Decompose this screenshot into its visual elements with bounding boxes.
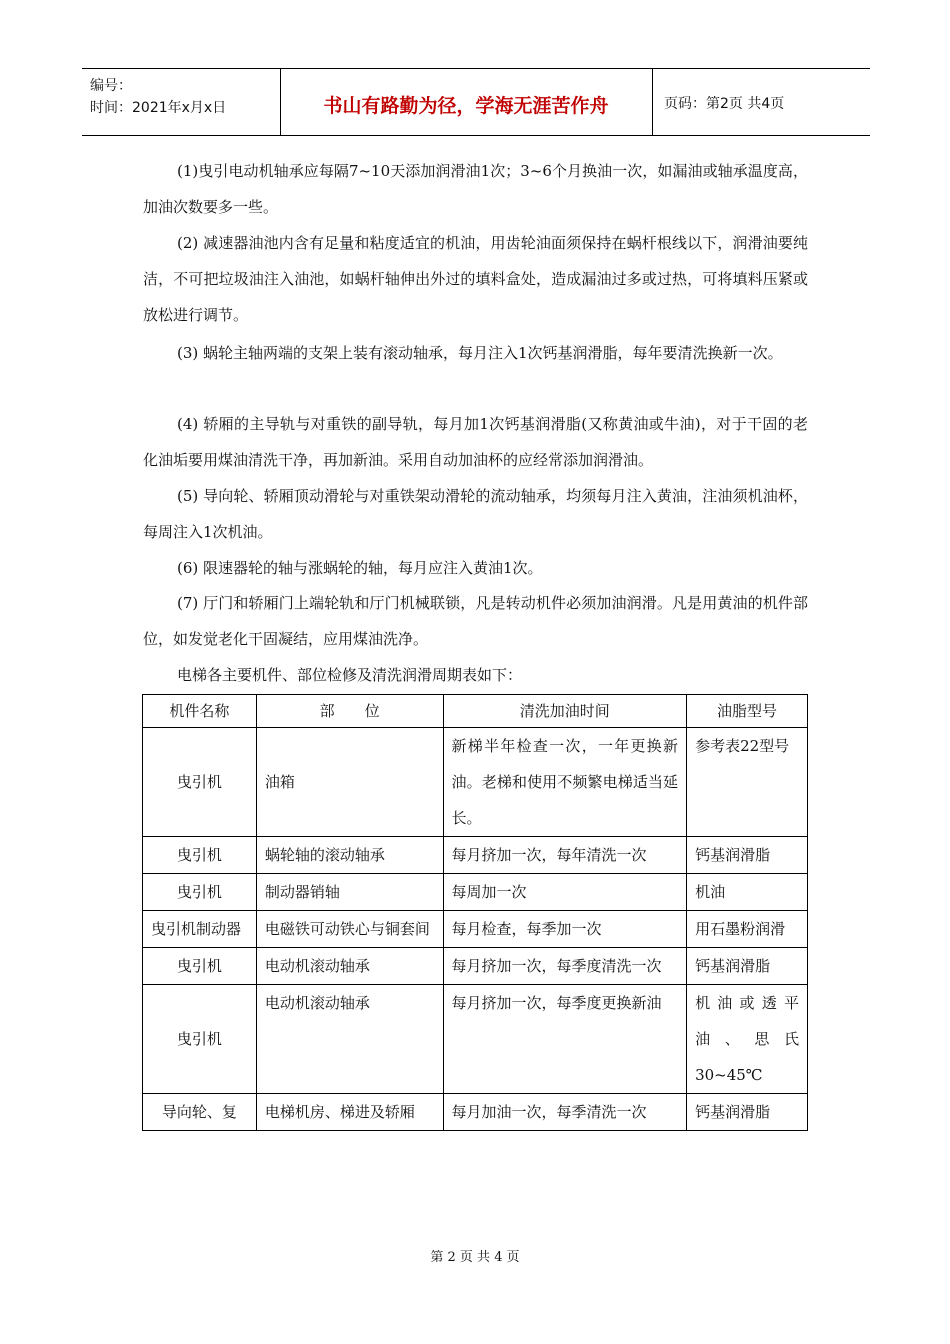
paragraph-5: (5) 导向轮、轿厢顶动滑轮与对重铁架动滑轮的流动轴承，均须每月注入黄油，注油须机油杯，每周注入1次机油。 — [143, 487, 808, 541]
table-cell: 新梯半年检查一次，一年更换新油。老梯和使用不频繁电梯适当延长。 — [443, 728, 687, 837]
table-header-cell: 部 位 — [256, 695, 443, 728]
table-cell: 用石墨粉润滑 — [687, 911, 808, 948]
paragraph-6: (6) 限速器轮的轴与涨蜗轮的轴，每月应注入黄油1次。 — [177, 559, 543, 577]
table-cell: 每月挤加一次，每季度更换新油 — [443, 985, 687, 1094]
header-page-label: 页码：第2页 共4页 — [664, 96, 785, 112]
table-cell: 每月挤加一次，每季度清洗一次 — [443, 948, 687, 985]
table-header-row — [143, 695, 808, 728]
paragraph-1: (1)曳引电动机轴承应每隔7~10天添加润滑油1次；3~6个月换油一次，如漏油或轴承温度高，加油次数要多一些。 — [143, 162, 808, 216]
table-header-cell: 油脂型号 — [687, 695, 808, 728]
table-cell: 每月检查，每季加一次 — [443, 911, 687, 948]
table-cell: 蜗轮轴的滚动轴承 — [256, 837, 443, 874]
table-cell: 每月加油一次，每季清洗一次 — [443, 1094, 687, 1131]
paragraph-2: (2) 减速器油池内含有足量和粘度适宜的机油，用齿轮油面须保持在蜗杆根线以下，润滑油要纯洁，不可把垃圾油注入油池，如蜗杆轴伸出外过的填料盒处，造成漏油过多或过热，可将填料压紧或放松进行调节。 — [143, 234, 808, 324]
paragraph-4: (4) 轿厢的主导轨与对重铁的副导轨，每月加1次钙基润滑脂(又称黄油或牛油)，对于干固的老化油垢要用煤油清洗干净，再加新油。采用自动加油杯的应经常添加润滑油。 — [143, 415, 808, 469]
table-cell: 电动机滚动轴承 — [256, 948, 443, 985]
table-cell: 曳引机 — [143, 728, 257, 837]
table-cell: 每周加一次 — [443, 874, 687, 911]
page-footer: 第 2 页 共 4 页 — [430, 1250, 520, 1265]
maintenance-table — [142, 694, 808, 1131]
table-row — [143, 874, 808, 911]
table-cell: 电梯机房、梯进及轿厢 — [256, 1094, 443, 1131]
paragraph-7: (7) 厅门和轿厢门上端轮轨和厅门机械联锁，凡是转动机件必须加油润滑。凡是用黄油的机件部位，如发觉老化干固凝结，应用煤油洗净。 — [143, 594, 808, 648]
table-cell: 钙基润滑脂 — [687, 837, 808, 874]
table-cell: 曳引机 — [143, 948, 257, 985]
table-header-cell: 机件名称 — [143, 695, 257, 728]
table-cell: 机油 — [687, 874, 808, 911]
paragraph-3: (3) 蜗轮主轴两端的支架上装有滚动轴承，每月注入1次钙基润滑脂，每年要清洗换新一次。 — [177, 344, 783, 362]
table-cell: 电磁铁可动铁心与铜套间 — [256, 911, 443, 948]
table-row — [143, 985, 808, 1094]
header-meta — [90, 75, 280, 119]
table-row — [143, 948, 808, 985]
table-cell: 曳引机 — [143, 837, 257, 874]
table-cell: 制动器销轴 — [256, 874, 443, 911]
table-cell: 钙基润滑脂 — [687, 948, 808, 985]
table-row — [143, 837, 808, 874]
table-cell: 导向轮、复 — [143, 1094, 257, 1131]
table-cell: 曳引机 — [143, 985, 257, 1094]
header-divider — [652, 69, 653, 135]
table-cell: 钙基润滑脂 — [687, 1094, 808, 1131]
table-row — [143, 728, 808, 837]
table-row — [143, 1094, 808, 1131]
table-row — [143, 911, 808, 948]
table-cell: 电动机滚动轴承 — [256, 985, 443, 1094]
header-number-label: 编号： — [90, 78, 132, 94]
table-cell: 曳引机制动器 — [143, 911, 257, 948]
table-cell: 参考表22型号 — [687, 728, 808, 837]
table-intro: 电梯各主要机件、部位检修及清洗润滑周期表如下： — [177, 666, 523, 684]
table-cell: 油箱 — [256, 728, 443, 837]
page-header — [82, 68, 870, 136]
table-header-cell: 清洗加油时间 — [443, 695, 687, 728]
header-motto: 书山有路勤为径，学海无涯苦作舟 — [323, 95, 609, 117]
header-date-label: 时间：2021年x月x日 — [90, 100, 227, 116]
table-cell: 机油或透平油、思氏30~45℃ — [687, 985, 808, 1094]
table-cell: 每月挤加一次，每年清洗一次 — [443, 837, 687, 874]
table-cell: 曳引机 — [143, 874, 257, 911]
